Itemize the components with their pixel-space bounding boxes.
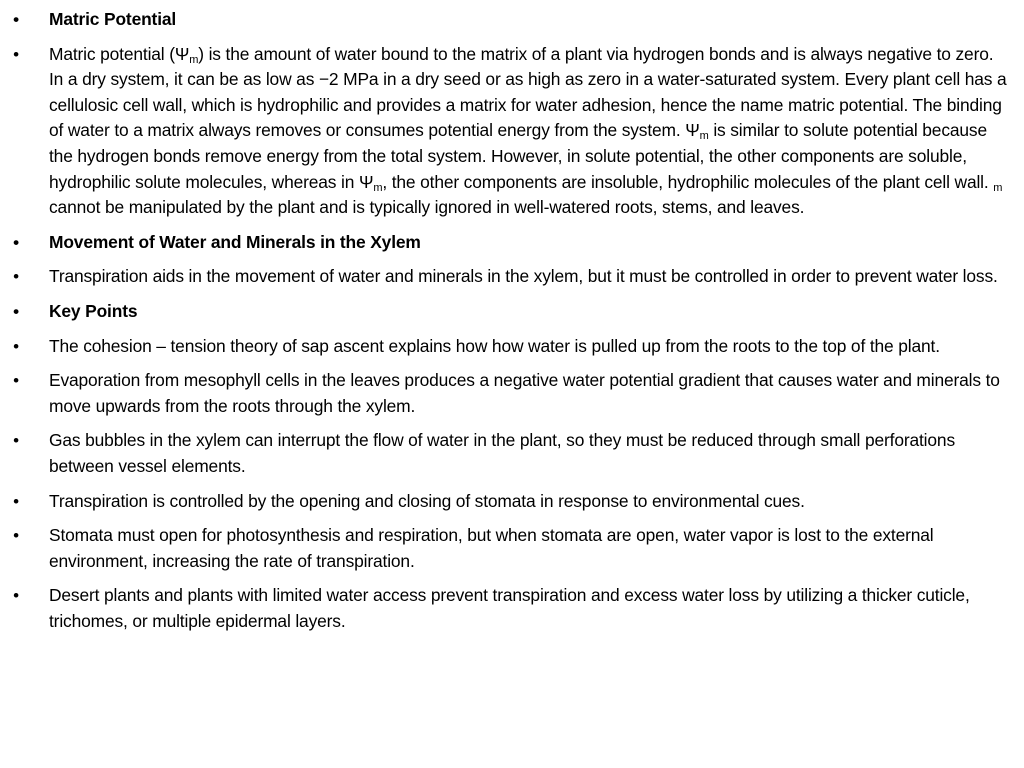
bullet-icon: •: [13, 431, 19, 451]
heading-text: Key Points: [49, 300, 138, 321]
key-point-item: [10, 523, 1012, 574]
key-point-text: The cohesion – tension theory of sap ascent explains how how water is pulled up from the roots to the top of the plant.: [49, 335, 940, 356]
paragraph-text-part: is similar to solute potential because the hydrogen bonds remove energy from the total system. However, in solute potential, the other components are soluble, hydrophilic solute molecules, whereas in Ψ: [49, 120, 987, 192]
subscript: m: [699, 130, 709, 143]
heading-xylem-movement: [10, 230, 1012, 256]
bullet-icon: •: [13, 232, 19, 252]
subscript: m: [373, 181, 383, 194]
subscript: m: [993, 181, 1003, 194]
paragraph-text-part: , the other components are insoluble, hydrophilic molecules of the plant cell wall.: [382, 171, 994, 192]
key-point-item: [10, 489, 1012, 515]
bullet-icon: •: [13, 371, 19, 391]
heading-matric-potential: [10, 7, 1012, 33]
key-point-item: [10, 334, 1012, 360]
paragraph-matric-potential: [10, 42, 1012, 221]
key-point-text: Transpiration is controlled by the opening and closing of stomata in response to environmental cues.: [49, 490, 805, 511]
bullet-icon: •: [13, 44, 19, 64]
key-point-text: Desert plants and plants with limited water access prevent transpiration and excess water loss by utilizing a thicker cuticle, trichomes, or multiple epidermal layers.: [49, 585, 970, 631]
key-point-item: [10, 428, 1012, 479]
key-point-item: [10, 583, 1012, 634]
paragraph-transpiration: [10, 264, 1012, 290]
paragraph-text-part: Matric potential (Ψ: [49, 43, 190, 64]
subscript: m: [189, 53, 199, 66]
key-point-text: Gas bubbles in the xylem can interrupt the flow of water in the plant, so they must be reduced through small perforations between vessel elements.: [49, 430, 955, 476]
heading-key-points: [10, 299, 1012, 325]
bullet-icon: •: [13, 267, 19, 287]
bullet-icon: •: [13, 526, 19, 546]
bullet-list: [10, 7, 1012, 634]
bullet-icon: •: [13, 10, 19, 29]
bullet-icon: •: [13, 491, 19, 511]
paragraph-text: Transpiration aids in the movement of water and minerals in the xylem, but it must be controlled in order to prevent water loss.: [49, 266, 998, 287]
key-point-text: Stomata must open for photosynthesis and respiration, but when stomata are open, water vapor is lost to the external environment, increasing the rate of transpiration.: [49, 525, 934, 571]
bullet-icon: •: [13, 586, 19, 606]
heading-text: Matric Potential: [49, 9, 177, 29]
bullet-icon: •: [13, 301, 19, 321]
paragraph-text-part: cannot be manipulated by the plant and is typically ignored in well-watered roots, stems, and leaves.: [49, 197, 805, 218]
heading-text: Movement of Water and Minerals in the Xylem: [49, 231, 421, 252]
paragraph-text-part: ) is the amount of water bound to the matrix of a plant via hydrogen bonds and is always negative to zero. In a dry system, it can be as low as −2 MPa in a dry seed or as high as zero in a water-saturated system. Every plant cell has a cellulosic cell wall, which is hydrophilic and provides a matrix for water adhesion, hence the name matric potential. The binding of water to a matrix always removes or consumes potential energy from the system. Ψ: [49, 43, 1007, 141]
key-point-item: [10, 368, 1012, 419]
key-point-text: Evaporation from mesophyll cells in the leaves produces a negative water potential gradient that causes water and minerals to move upwards from the roots through the xylem.: [49, 370, 1000, 416]
bullet-icon: •: [13, 336, 19, 356]
